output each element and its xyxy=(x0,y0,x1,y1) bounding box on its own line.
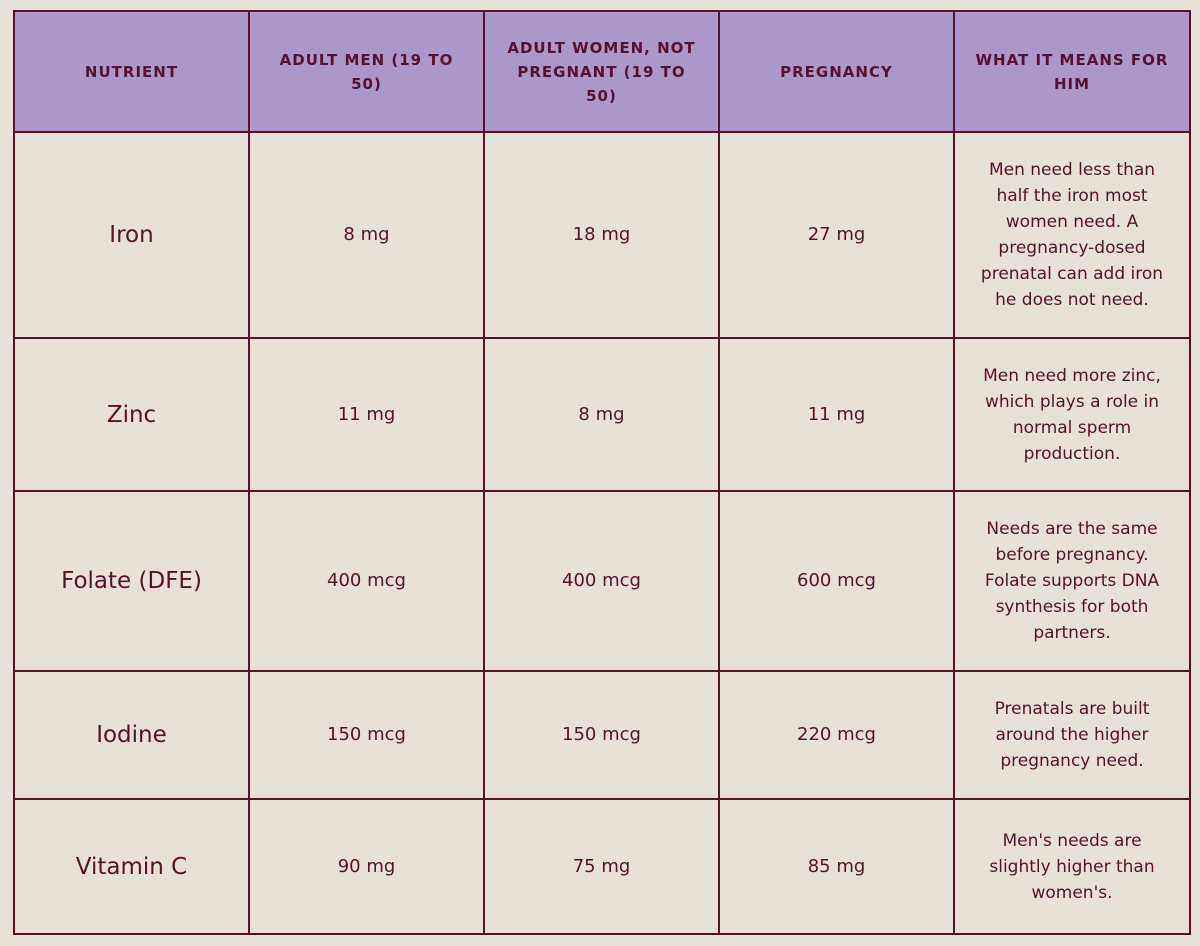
header-adult-men: ADULT MEN (19 TO 50) xyxy=(249,11,484,132)
men-value-cell: 150 mcg xyxy=(249,671,484,799)
header-pregnancy: PREGNANCY xyxy=(719,11,954,132)
women-value-cell: 150 mcg xyxy=(484,671,719,799)
pregnancy-value-cell: 600 mcg xyxy=(719,491,954,671)
table-row xyxy=(14,671,1190,799)
table-header-row xyxy=(14,11,1190,132)
nutrient-comparison-table xyxy=(13,10,1191,935)
women-value-cell: 8 mg xyxy=(484,338,719,491)
men-value-cell: 400 mcg xyxy=(249,491,484,671)
note-cell: Prenatals are built around the higher pregnancy need. xyxy=(954,671,1190,799)
pregnancy-value-cell: 220 mcg xyxy=(719,671,954,799)
note-cell: Men's needs are slightly higher than women's. xyxy=(954,799,1190,934)
table-row xyxy=(14,132,1190,338)
nutrient-cell: Folate (DFE) xyxy=(14,491,249,671)
men-value-cell: 90 mg xyxy=(249,799,484,934)
nutrient-cell: Iodine xyxy=(14,671,249,799)
note-cell: Needs are the same before pregnancy. Folate supports DNA synthesis for both partners. xyxy=(954,491,1190,671)
women-value-cell: 400 mcg xyxy=(484,491,719,671)
nutrient-cell: Zinc xyxy=(14,338,249,491)
header-adult-women: ADULT WOMEN, NOT PREGNANT (19 TO 50) xyxy=(484,11,719,132)
men-value-cell: 8 mg xyxy=(249,132,484,338)
pregnancy-value-cell: 27 mg xyxy=(719,132,954,338)
header-nutrient: NUTRIENT xyxy=(14,11,249,132)
women-value-cell: 75 mg xyxy=(484,799,719,934)
table-row xyxy=(14,338,1190,491)
table-row xyxy=(14,491,1190,671)
header-what-it-means: WHAT IT MEANS FOR HIM xyxy=(954,11,1190,132)
pregnancy-value-cell: 85 mg xyxy=(719,799,954,934)
note-cell: Men need more zinc, which plays a role in normal sperm production. xyxy=(954,338,1190,491)
nutrient-cell: Vitamin C xyxy=(14,799,249,934)
pregnancy-value-cell: 11 mg xyxy=(719,338,954,491)
men-value-cell: 11 mg xyxy=(249,338,484,491)
table-row xyxy=(14,799,1190,934)
nutrient-cell: Iron xyxy=(14,132,249,338)
women-value-cell: 18 mg xyxy=(484,132,719,338)
note-cell: Men need less than half the iron most women need. A pregnancy-dosed prenatal can add iron he does not need. xyxy=(954,132,1190,338)
